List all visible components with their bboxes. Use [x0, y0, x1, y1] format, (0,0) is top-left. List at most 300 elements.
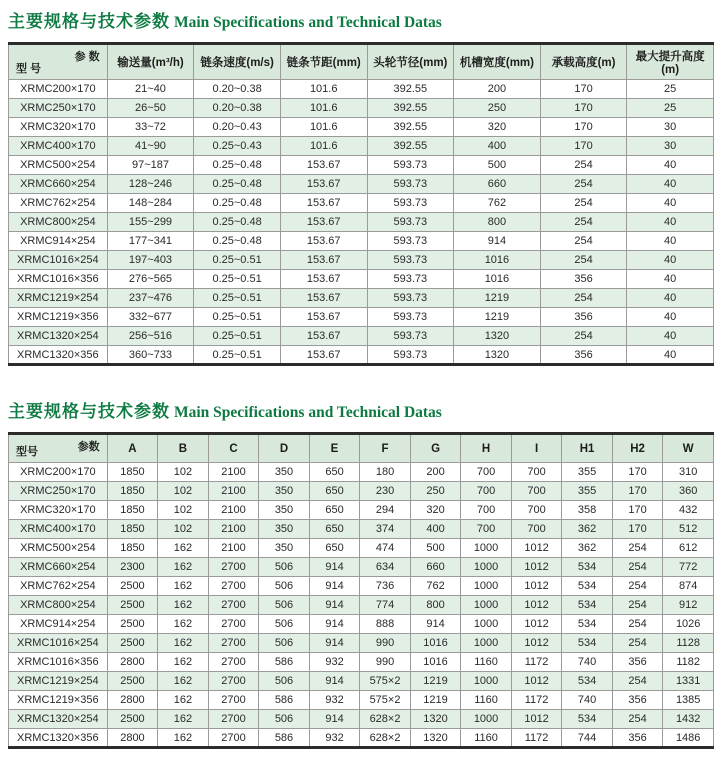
model-cell: XRMC914×254 [9, 615, 108, 634]
value-cell: 500 [454, 156, 541, 175]
value-cell: 1012 [511, 615, 562, 634]
value-cell: 2500 [107, 634, 158, 653]
value-cell: 575×2 [360, 672, 411, 691]
column-header: H [461, 434, 512, 463]
value-cell: 153.67 [280, 270, 367, 289]
table-row [9, 729, 714, 748]
value-cell: 634 [360, 558, 411, 577]
value-cell: 0.20~0.43 [194, 118, 281, 137]
dimensions-table-2 [8, 432, 714, 749]
value-cell: 534 [562, 634, 613, 653]
value-cell: 362 [562, 539, 613, 558]
value-cell: 700 [461, 501, 512, 520]
value-cell: 914 [410, 615, 461, 634]
value-cell: 1486 [663, 729, 714, 748]
value-cell: 400 [410, 520, 461, 539]
column-header: B [158, 434, 209, 463]
value-cell: 102 [158, 482, 209, 501]
value-cell: 40 [627, 251, 714, 270]
value-cell: 170 [540, 137, 627, 156]
value-cell: 1012 [511, 558, 562, 577]
column-header: C [208, 434, 259, 463]
value-cell: 40 [627, 156, 714, 175]
value-cell: 1850 [107, 501, 158, 520]
value-cell: 534 [562, 558, 613, 577]
value-cell: 320 [410, 501, 461, 520]
value-cell: 2800 [107, 691, 158, 710]
value-cell: 250 [454, 99, 541, 118]
value-cell: 650 [309, 482, 360, 501]
value-cell: 0.25~0.48 [194, 175, 281, 194]
value-cell: 392.55 [367, 118, 454, 137]
value-cell: 294 [360, 501, 411, 520]
value-cell: 360 [663, 482, 714, 501]
model-cell: XRMC800×254 [9, 596, 108, 615]
value-cell: 1320 [410, 729, 461, 748]
value-cell: 356 [540, 346, 627, 365]
value-cell: 700 [511, 482, 562, 501]
table-row [9, 99, 714, 118]
value-cell: 2500 [107, 672, 158, 691]
value-cell: 736 [360, 577, 411, 596]
table-row [9, 346, 714, 365]
value-cell: 2700 [208, 615, 259, 634]
table-row [9, 232, 714, 251]
corner-model-label: 型 号 [16, 63, 42, 75]
model-cell: XRMC1219×254 [9, 672, 108, 691]
value-cell: 800 [454, 213, 541, 232]
table-row [9, 482, 714, 501]
value-cell: 0.25~0.51 [194, 308, 281, 327]
header-row [9, 434, 714, 463]
value-cell: 101.6 [280, 80, 367, 99]
value-cell: 534 [562, 672, 613, 691]
column-header: E [309, 434, 360, 463]
table-row [9, 520, 714, 539]
value-cell: 162 [158, 729, 209, 748]
value-cell: 153.67 [280, 175, 367, 194]
value-cell: 932 [309, 653, 360, 672]
value-cell: 355 [562, 463, 613, 482]
value-cell: 1016 [454, 270, 541, 289]
value-cell: 102 [158, 463, 209, 482]
value-cell: 153.67 [280, 289, 367, 308]
value-cell: 356 [612, 691, 663, 710]
value-cell: 586 [259, 729, 310, 748]
value-cell: 254 [612, 539, 663, 558]
value-cell: 506 [259, 596, 310, 615]
value-cell: 101.6 [280, 137, 367, 156]
table-row [9, 558, 714, 577]
model-cell: XRMC1320×356 [9, 729, 108, 748]
model-cell: XRMC660×254 [9, 175, 108, 194]
value-cell: 170 [540, 80, 627, 99]
value-cell: 400 [454, 137, 541, 156]
value-cell: 162 [158, 615, 209, 634]
value-cell: 593.73 [367, 213, 454, 232]
table-row [9, 251, 714, 270]
column-header: H2 [612, 434, 663, 463]
value-cell: 1000 [461, 634, 512, 653]
table-row [9, 308, 714, 327]
value-cell: 40 [627, 346, 714, 365]
value-cell: 356 [612, 653, 663, 672]
value-cell: 0.25~0.48 [194, 194, 281, 213]
model-cell: XRMC1320×356 [9, 346, 108, 365]
value-cell: 360~733 [107, 346, 194, 365]
value-cell: 200 [410, 463, 461, 482]
corner-cell [9, 44, 108, 80]
value-cell: 628×2 [360, 710, 411, 729]
value-cell: 350 [259, 520, 310, 539]
value-cell: 1219 [454, 308, 541, 327]
value-cell: 888 [360, 615, 411, 634]
table-row [9, 634, 714, 653]
value-cell: 593.73 [367, 232, 454, 251]
value-cell: 30 [627, 137, 714, 156]
value-cell: 2100 [208, 482, 259, 501]
value-cell: 40 [627, 175, 714, 194]
value-cell: 153.67 [280, 308, 367, 327]
value-cell: 1172 [511, 653, 562, 672]
value-cell: 700 [461, 520, 512, 539]
column-header: H1 [562, 434, 613, 463]
value-cell: 2700 [208, 596, 259, 615]
table-row [9, 672, 714, 691]
value-cell: 1012 [511, 634, 562, 653]
value-cell: 170 [612, 482, 663, 501]
value-cell: 914 [309, 615, 360, 634]
value-cell: 1160 [461, 691, 512, 710]
value-cell: 914 [309, 634, 360, 653]
value-cell: 254 [540, 232, 627, 251]
value-cell: 914 [309, 558, 360, 577]
table-row [9, 501, 714, 520]
value-cell: 575×2 [360, 691, 411, 710]
model-cell: XRMC500×254 [9, 539, 108, 558]
model-cell: XRMC800×254 [9, 213, 108, 232]
value-cell: 1016 [410, 653, 461, 672]
value-cell: 593.73 [367, 308, 454, 327]
section-title [8, 6, 714, 34]
value-cell: 250 [410, 482, 461, 501]
value-cell: 1000 [461, 596, 512, 615]
value-cell: 2100 [208, 463, 259, 482]
value-cell: 593.73 [367, 346, 454, 365]
model-cell: XRMC320×170 [9, 501, 108, 520]
value-cell: 700 [461, 463, 512, 482]
value-cell: 534 [562, 615, 613, 634]
table-row [9, 194, 714, 213]
value-cell: 534 [562, 710, 613, 729]
model-cell: XRMC1320×254 [9, 710, 108, 729]
value-cell: 432 [663, 501, 714, 520]
value-cell: 1026 [663, 615, 714, 634]
value-cell: 1219 [410, 672, 461, 691]
value-cell: 2500 [107, 615, 158, 634]
header-row [9, 44, 714, 80]
model-cell: XRMC400×170 [9, 137, 108, 156]
corner-cell [9, 434, 108, 463]
value-cell: 256~516 [107, 327, 194, 346]
column-header: A [107, 434, 158, 463]
value-cell: 2700 [208, 653, 259, 672]
value-cell: 2700 [208, 729, 259, 748]
value-cell: 155~299 [107, 213, 194, 232]
table-row [9, 327, 714, 346]
value-cell: 1016 [410, 634, 461, 653]
value-cell: 254 [540, 327, 627, 346]
value-cell: 1331 [663, 672, 714, 691]
value-cell: 1850 [107, 482, 158, 501]
value-cell: 762 [454, 194, 541, 213]
value-cell: 660 [454, 175, 541, 194]
value-cell: 356 [540, 308, 627, 327]
value-cell: 254 [540, 175, 627, 194]
value-cell: 1432 [663, 710, 714, 729]
value-cell: 506 [259, 710, 310, 729]
value-cell: 506 [259, 634, 310, 653]
value-cell: 1016 [454, 251, 541, 270]
table-row [9, 213, 714, 232]
value-cell: 356 [540, 270, 627, 289]
model-cell: XRMC1320×254 [9, 327, 108, 346]
value-cell: 534 [562, 577, 613, 596]
section-title-en: Main Specifications and Technical Datas [174, 14, 442, 31]
specifications-table-1 [8, 42, 714, 366]
value-cell: 30 [627, 118, 714, 137]
value-cell: 1000 [461, 539, 512, 558]
value-cell: 1219 [410, 691, 461, 710]
value-cell: 474 [360, 539, 411, 558]
value-cell: 102 [158, 501, 209, 520]
value-cell: 700 [461, 482, 512, 501]
value-cell: 593.73 [367, 251, 454, 270]
value-cell: 593.73 [367, 327, 454, 346]
value-cell: 534 [562, 596, 613, 615]
column-header: G [410, 434, 461, 463]
value-cell: 990 [360, 653, 411, 672]
model-cell: XRMC400×170 [9, 520, 108, 539]
value-cell: 914 [309, 596, 360, 615]
value-cell: 506 [259, 577, 310, 596]
value-cell: 2100 [208, 520, 259, 539]
value-cell: 2700 [208, 634, 259, 653]
value-cell: 0.25~0.48 [194, 156, 281, 175]
value-cell: 700 [511, 463, 562, 482]
value-cell: 2500 [107, 710, 158, 729]
value-cell: 162 [158, 653, 209, 672]
value-cell: 914 [309, 672, 360, 691]
value-cell: 1850 [107, 539, 158, 558]
value-cell: 744 [562, 729, 613, 748]
model-cell: XRMC660×254 [9, 558, 108, 577]
value-cell: 1160 [461, 729, 512, 748]
value-cell: 254 [540, 289, 627, 308]
value-cell: 102 [158, 520, 209, 539]
value-cell: 254 [540, 156, 627, 175]
value-cell: 593.73 [367, 270, 454, 289]
corner-model-label: 型号 [16, 446, 38, 458]
value-cell: 170 [612, 463, 663, 482]
model-cell: XRMC762×254 [9, 194, 108, 213]
column-header: 最大提升高度(m) [627, 44, 714, 80]
model-cell: XRMC914×254 [9, 232, 108, 251]
value-cell: 0.25~0.51 [194, 251, 281, 270]
value-cell: 500 [410, 539, 461, 558]
value-cell: 2700 [208, 558, 259, 577]
value-cell: 2700 [208, 691, 259, 710]
value-cell: 350 [259, 539, 310, 558]
table-row [9, 710, 714, 729]
table-row [9, 539, 714, 558]
value-cell: 1219 [454, 289, 541, 308]
value-cell: 650 [309, 463, 360, 482]
value-cell: 740 [562, 653, 613, 672]
table-row [9, 289, 714, 308]
value-cell: 593.73 [367, 194, 454, 213]
model-cell: XRMC320×170 [9, 118, 108, 137]
table-row [9, 118, 714, 137]
value-cell: 350 [259, 501, 310, 520]
value-cell: 254 [612, 634, 663, 653]
value-cell: 593.73 [367, 175, 454, 194]
value-cell: 700 [511, 501, 562, 520]
value-cell: 170 [540, 99, 627, 118]
value-cell: 148~284 [107, 194, 194, 213]
value-cell: 932 [309, 691, 360, 710]
model-cell: XRMC1016×254 [9, 634, 108, 653]
value-cell: 1182 [663, 653, 714, 672]
value-cell: 254 [612, 577, 663, 596]
value-cell: 162 [158, 539, 209, 558]
section-title-zh: 主要规格与技术参数 [8, 402, 170, 421]
value-cell: 914 [454, 232, 541, 251]
value-cell: 1000 [461, 577, 512, 596]
table-row [9, 596, 714, 615]
value-cell: 932 [309, 729, 360, 748]
value-cell: 40 [627, 327, 714, 346]
value-cell: 593.73 [367, 289, 454, 308]
value-cell: 0.25~0.51 [194, 327, 281, 346]
table-row [9, 577, 714, 596]
value-cell: 586 [259, 653, 310, 672]
value-cell: 593.73 [367, 156, 454, 175]
table-row [9, 270, 714, 289]
value-cell: 650 [309, 501, 360, 520]
value-cell: 356 [612, 729, 663, 748]
model-cell: XRMC200×170 [9, 80, 108, 99]
value-cell: 177~341 [107, 232, 194, 251]
corner-param-label: 参数 [77, 441, 100, 453]
value-cell: 40 [627, 270, 714, 289]
value-cell: 660 [410, 558, 461, 577]
column-header: 机槽宽度(mm) [454, 44, 541, 80]
column-header: 链条速度(m/s) [194, 44, 281, 80]
value-cell: 162 [158, 672, 209, 691]
table-row [9, 463, 714, 482]
model-cell: XRMC250×170 [9, 482, 108, 501]
value-cell: 1012 [511, 596, 562, 615]
value-cell: 97~187 [107, 156, 194, 175]
value-cell: 40 [627, 194, 714, 213]
table-row [9, 137, 714, 156]
value-cell: 1000 [461, 558, 512, 577]
value-cell: 170 [612, 501, 663, 520]
value-cell: 1128 [663, 634, 714, 653]
value-cell: 2700 [208, 672, 259, 691]
value-cell: 2800 [107, 653, 158, 672]
value-cell: 772 [663, 558, 714, 577]
value-cell: 40 [627, 289, 714, 308]
column-header: 承载高度(m) [540, 44, 627, 80]
value-cell: 170 [540, 118, 627, 137]
value-cell: 350 [259, 463, 310, 482]
value-cell: 1000 [461, 615, 512, 634]
value-cell: 1012 [511, 539, 562, 558]
model-cell: XRMC1016×254 [9, 251, 108, 270]
value-cell: 628×2 [360, 729, 411, 748]
value-cell: 1012 [511, 710, 562, 729]
column-header: I [511, 434, 562, 463]
value-cell: 1850 [107, 463, 158, 482]
value-cell: 2500 [107, 596, 158, 615]
value-cell: 350 [259, 482, 310, 501]
section-title-zh: 主要规格与技术参数 [8, 12, 170, 31]
value-cell: 101.6 [280, 118, 367, 137]
value-cell: 254 [612, 710, 663, 729]
value-cell: 33~72 [107, 118, 194, 137]
value-cell: 506 [259, 615, 310, 634]
value-cell: 506 [259, 672, 310, 691]
value-cell: 276~565 [107, 270, 194, 289]
model-cell: XRMC1016×356 [9, 653, 108, 672]
value-cell: 1012 [511, 672, 562, 691]
value-cell: 26~50 [107, 99, 194, 118]
value-cell: 358 [562, 501, 613, 520]
value-cell: 740 [562, 691, 613, 710]
value-cell: 0.25~0.48 [194, 232, 281, 251]
model-cell: XRMC1219×254 [9, 289, 108, 308]
value-cell: 180 [360, 463, 411, 482]
value-cell: 512 [663, 520, 714, 539]
value-cell: 254 [612, 596, 663, 615]
value-cell: 200 [454, 80, 541, 99]
value-cell: 1320 [454, 327, 541, 346]
value-cell: 650 [309, 539, 360, 558]
value-cell: 2700 [208, 710, 259, 729]
value-cell: 914 [309, 577, 360, 596]
value-cell: 2100 [208, 501, 259, 520]
value-cell: 800 [410, 596, 461, 615]
value-cell: 506 [259, 558, 310, 577]
value-cell: 0.25~0.51 [194, 289, 281, 308]
value-cell: 40 [627, 308, 714, 327]
value-cell: 254 [540, 251, 627, 270]
value-cell: 40 [627, 232, 714, 251]
value-cell: 254 [540, 194, 627, 213]
value-cell: 162 [158, 710, 209, 729]
value-cell: 990 [360, 634, 411, 653]
value-cell: 2700 [208, 577, 259, 596]
model-cell: XRMC200×170 [9, 463, 108, 482]
table-row [9, 691, 714, 710]
table-row [9, 156, 714, 175]
model-cell: XRMC1219×356 [9, 308, 108, 327]
value-cell: 128~246 [107, 175, 194, 194]
value-cell: 650 [309, 520, 360, 539]
value-cell: 0.25~0.51 [194, 346, 281, 365]
